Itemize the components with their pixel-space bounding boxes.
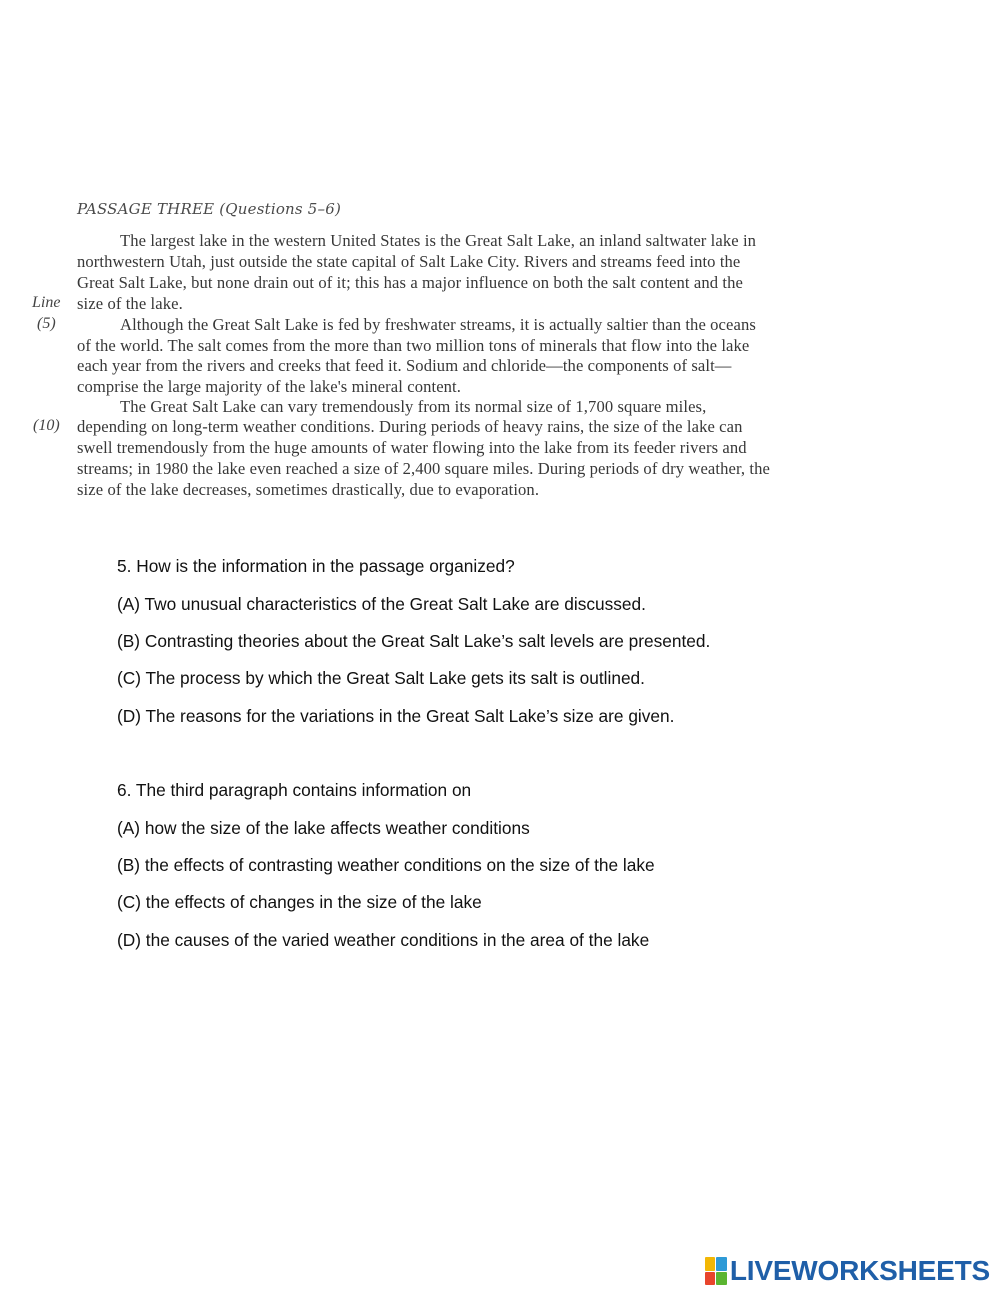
passage-line: size of the lake. — [77, 294, 183, 313]
passage-line: northwestern Utah, just outside the state capital of Salt Lake City. Rivers and streams feed into the — [77, 252, 741, 271]
passage-line: swell tremendously from the huge amounts of water flowing into the lake from its feeder rivers and — [77, 438, 747, 457]
question-5-option-b: (B) Contrasting theories about the Great Salt Lake’s salt levels are presented. — [117, 631, 711, 651]
question-6-stem: 6. The third paragraph contains information on — [117, 780, 472, 800]
liveworksheets-logo — [705, 1253, 990, 1289]
question-5-stem: 5. How is the information in the passage organized? — [117, 556, 515, 576]
passage-line: Although the Great Salt Lake is fed by freshwater streams, it is actually saltier than the oceans — [120, 315, 756, 334]
line-number-10: (10) — [33, 417, 60, 434]
passage-line: streams; in 1980 the lake even reached a size of 2,400 square miles. During periods of dry weather, the — [77, 459, 770, 478]
passage-line: of the world. The salt comes from the more than two million tons of minerals that flow into the lake — [77, 336, 750, 355]
passage-line: Great Salt Lake, but none drain out of it; this has a major influence on both the salt content and the — [77, 273, 743, 292]
passage-line: size of the lake decreases, sometimes drastically, due to evaporation. — [77, 480, 540, 499]
passage-title: PASSAGE THREE (Questions 5–6) — [77, 200, 342, 218]
passage-line: The Great Salt Lake can vary tremendously from its normal size of 1,700 square miles, — [120, 397, 707, 416]
passage-line: The largest lake in the western United States is the Great Salt Lake, an inland saltwater lake in — [120, 231, 757, 250]
question-6-option-a: (A) how the size of the lake affects weather conditions — [117, 818, 530, 838]
question-6-option-d: (D) the causes of the varied weather conditions in the area of the lake — [117, 930, 650, 950]
question-5-option-c: (C) The process by which the Great Salt Lake gets its salt is outlined. — [117, 668, 645, 688]
passage-line: depending on long-term weather conditions. During periods of heavy rains, the size of the lake can — [77, 417, 743, 436]
liveworksheets-logo-icon — [705, 1257, 727, 1285]
question-6-option-c: (C) the effects of changes in the size of the lake — [117, 892, 482, 912]
line-number-5: (5) — [37, 315, 56, 332]
question-5-option-d: (D) The reasons for the variations in the Great Salt Lake’s size are given. — [117, 706, 675, 726]
passage-image — [0, 0, 1000, 520]
passage-line: each year from the rivers and creeks that feed it. Sodium and chloride—the components of salt— — [77, 356, 732, 375]
question-6-option-b: (B) the effects of contrasting weather conditions on the size of the lake — [117, 855, 655, 875]
passage-line: comprise the large majority of the lake's mineral content. — [77, 377, 462, 396]
question-5-option-a: (A) Two unusual characteristics of the Great Salt Lake are discussed. — [117, 594, 646, 614]
line-label: Line — [32, 294, 61, 311]
liveworksheets-logo-text: LIVEWORKSHEETS — [729, 1255, 990, 1286]
